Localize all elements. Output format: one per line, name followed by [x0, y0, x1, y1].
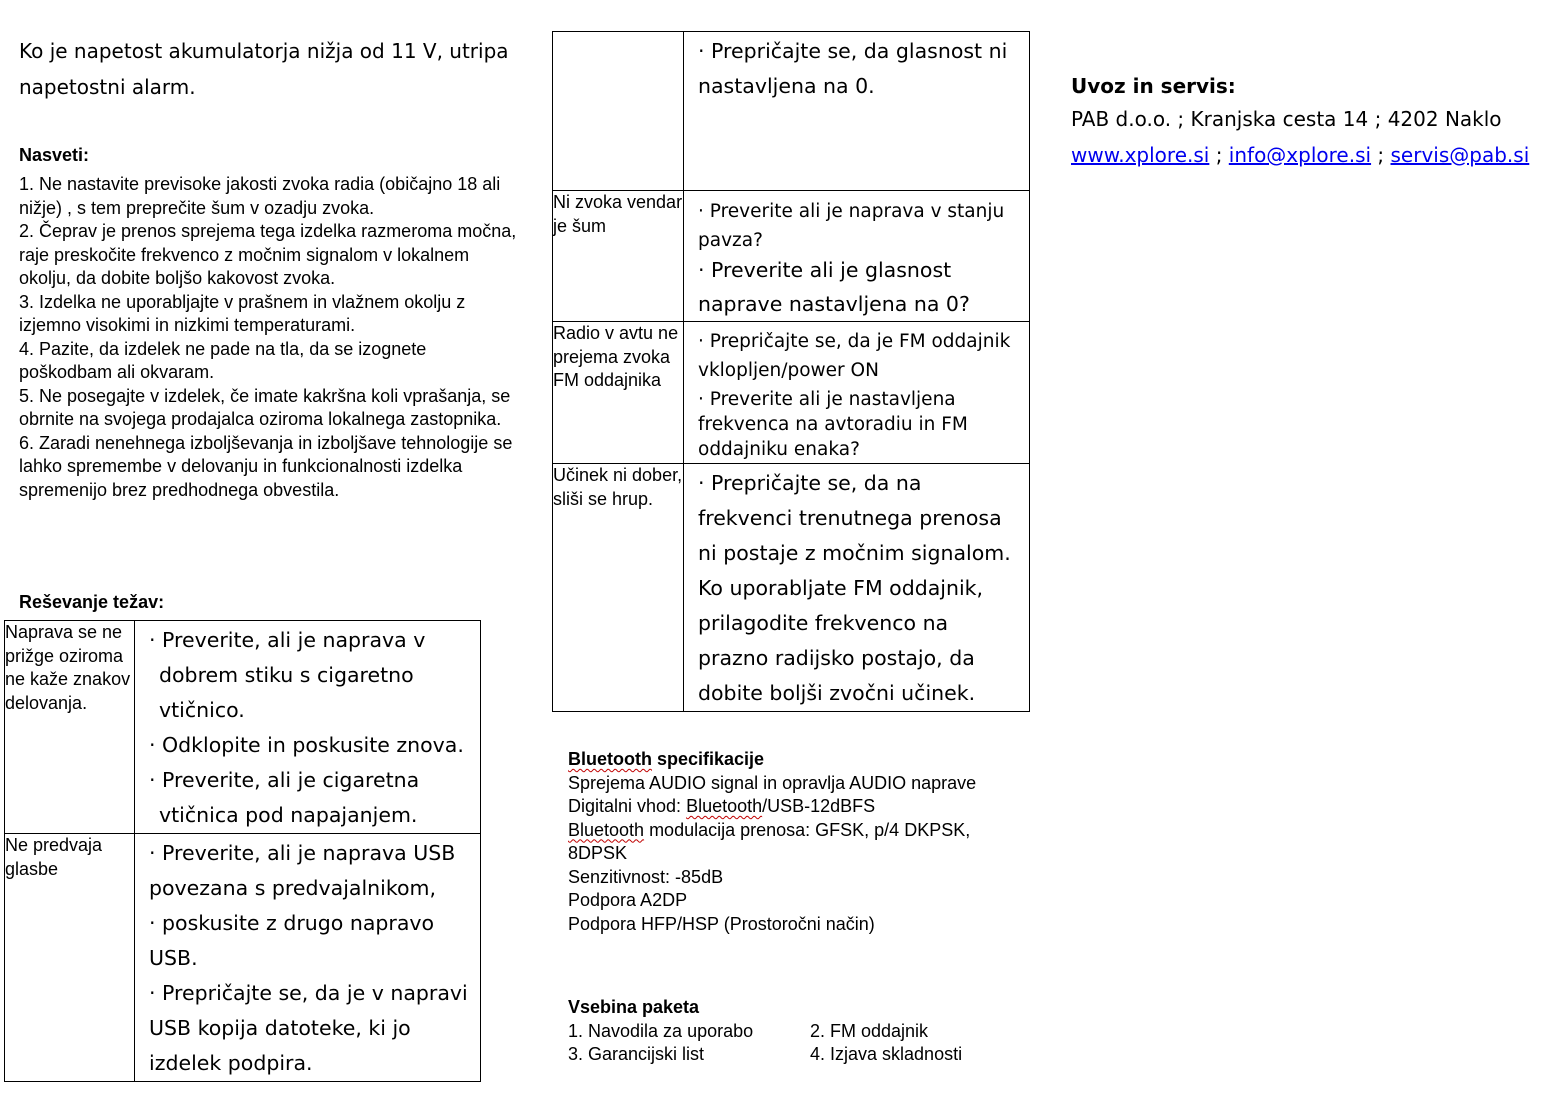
package-row: [568, 1020, 1008, 1044]
spec-line: Sprejema AUDIO signal in opravlja AUDIO naprave: [568, 772, 977, 793]
package-item: 1. Navodila za uporabo: [568, 1020, 754, 1041]
intro-text: Ko je napetost akumulatorja nižja od 11 V, utripa napetostni alarm.: [19, 39, 509, 99]
spec-line: Podpora HFP/HSP (Prostoročni način): [568, 913, 875, 934]
solution-cell: [135, 834, 481, 1082]
tip-item: 3. Izdelka ne uporabljajte v prašnem in vlažnem okolju z izjemno visokimi in nizkimi temperaturami.: [19, 291, 466, 335]
solution-item: · Prepričajte se, da glasnost ni nastavljena na 0.: [698, 39, 1008, 98]
info-email-link[interactable]: info@xplore.si: [1228, 143, 1372, 167]
spec-text: /USB-12dBFS: [762, 796, 876, 816]
troubleshooting-table-2: [552, 31, 1030, 712]
solution-item: · poskusite z drugo napravo USB.: [149, 911, 435, 970]
table-row: [553, 32, 1030, 191]
solution-cell: [684, 32, 1030, 191]
problem-cell: Ne predvaja glasbe: [5, 834, 135, 1082]
table-row: [553, 191, 1030, 322]
solution-item: · Preverite, ali je naprava USB povezana s predvajalnikom,: [149, 841, 456, 900]
solution-item: · Preverite, ali je naprava v dobrem stiku s cigaretno vtičnico.: [149, 628, 426, 722]
package-heading: Vsebina paketa: [568, 997, 700, 1017]
package-item: 3. Garancijski list: [568, 1044, 705, 1064]
troubleshooting-table-1: [4, 620, 481, 1082]
service-email-link[interactable]: servis@pab.si: [1390, 143, 1530, 167]
problem-cell: Naprava se ne prižge oziroma ne kaže znakov delovanja.: [5, 621, 135, 834]
solution-cell: [684, 191, 1030, 322]
solution-item: [698, 327, 1021, 385]
package-item: 4. Izjava skladnosti: [810, 1044, 963, 1064]
tips-heading: Nasveti:: [19, 145, 90, 165]
troubleshooting-heading: Reševanje težav:: [19, 592, 165, 612]
tip-item: 5. Ne posegajte v izdelek, če imate kakršna koli vprašanja, se obrnite na svojega prodajalca oziroma lokalnega zastopnika.: [19, 385, 511, 429]
solution-text: · Prepričajte se, da je FM oddajnik vklopljen/power ON: [698, 331, 1011, 381]
solution-cell: [684, 322, 1030, 464]
spec-line: [568, 819, 1008, 866]
solution-item: · Preverite ali je nastavljena frekvenca na avtoradiu in FM oddajniku enaka?: [698, 389, 968, 460]
spec-text: modulacija prenosa: GFSK, p/4 DKPSK, 8DPSK: [568, 819, 971, 863]
import-links: [1071, 139, 1529, 171]
solution-item: · Preverite ali je naprava v stanju pavza?: [698, 201, 1005, 251]
tips-list: [19, 173, 519, 502]
problem-cell: Učinek ni dober, sliši se hrup.: [553, 464, 684, 712]
bluetooth-spec: [568, 748, 1008, 936]
package-row: [568, 1043, 1008, 1067]
link-separator: ;: [1209, 143, 1229, 167]
package-contents: [568, 996, 1008, 1067]
solution-item: · Odklopite in poskusite znova.: [149, 733, 464, 757]
solution-cell: [684, 464, 1030, 712]
solution-item: · Preverite ali je glasnost naprave nastavljena na 0?: [698, 258, 970, 316]
link-separator: ;: [1371, 143, 1391, 167]
table-row: [5, 621, 481, 834]
spec-line: Senzitivnost: -85dB: [568, 866, 724, 887]
table-row: [553, 322, 1030, 464]
spec-text: Digitalni vhod:: [568, 796, 687, 816]
solution-cell: [135, 621, 481, 834]
tip-item: 6. Zaradi nenehnega izboljševanja in izboljšave tehnologije se lahko spremembe v delovanju in funkcionalnosti izdelka spremenijo brez predhodnega obvestila.: [19, 432, 513, 500]
import-address: PAB d.o.o. ; Kranjska cesta 14 ; 4202 Naklo: [1071, 107, 1502, 131]
tip-item: 1. Ne nastavite previsoke jakosti zvoka radia (običajno 18 ali nižje) , s tem preprečite šum v ozadju zvoka.: [19, 174, 501, 218]
solution-item: · Preverite, ali je cigaretna vtičnica pod napajanjem.: [149, 768, 420, 827]
spec-text: Bluetooth: [686, 796, 763, 816]
tip-item: 4. Pazite, da izdelek ne pade na tla, da se izognete poškodbam ali okvaram.: [19, 338, 427, 382]
bluetooth-heading-rest: specifikacije: [651, 749, 765, 769]
spec-line: [568, 795, 1008, 819]
import-heading: Uvoz in servis:: [1071, 74, 1236, 98]
problem-cell: Ni zvoka vendar je šum: [553, 191, 684, 322]
bluetooth-heading: [568, 748, 1008, 772]
problem-cell: Radio v avtu ne prejema zvoka FM oddajnika: [553, 322, 684, 464]
table-row: [5, 834, 481, 1082]
bluetooth-heading-word: Bluetooth: [568, 749, 652, 769]
solution-item: · Prepričajte se, da na frekvenci trenutnega prenosa ni postaje z močnim signalom. Ko uporabljate FM oddajnik, prilagodite frekvenco na prazno radijsko postajo, da dobite boljši zvočni učinek.: [698, 471, 1011, 705]
website-link[interactable]: www.xplore.si: [1071, 143, 1210, 167]
table-row: [553, 464, 1030, 712]
spec-line: Podpora A2DP: [568, 890, 688, 910]
solution-item: · Prepričajte se, da je v napravi USB kopija datoteke, ki jo izdelek podpira.: [149, 981, 468, 1075]
tip-item: 2. Čeprav je prenos sprejema tega izdelka razmeroma močna, raje preskočite frekvenco z močnim signalom v lokalnem okolju, da dobite boljšo kakovost zvoka.: [19, 221, 517, 288]
problem-cell: [553, 32, 684, 191]
package-item: 2. FM oddajnik: [810, 1020, 929, 1041]
spec-text: Bluetooth: [568, 819, 645, 840]
